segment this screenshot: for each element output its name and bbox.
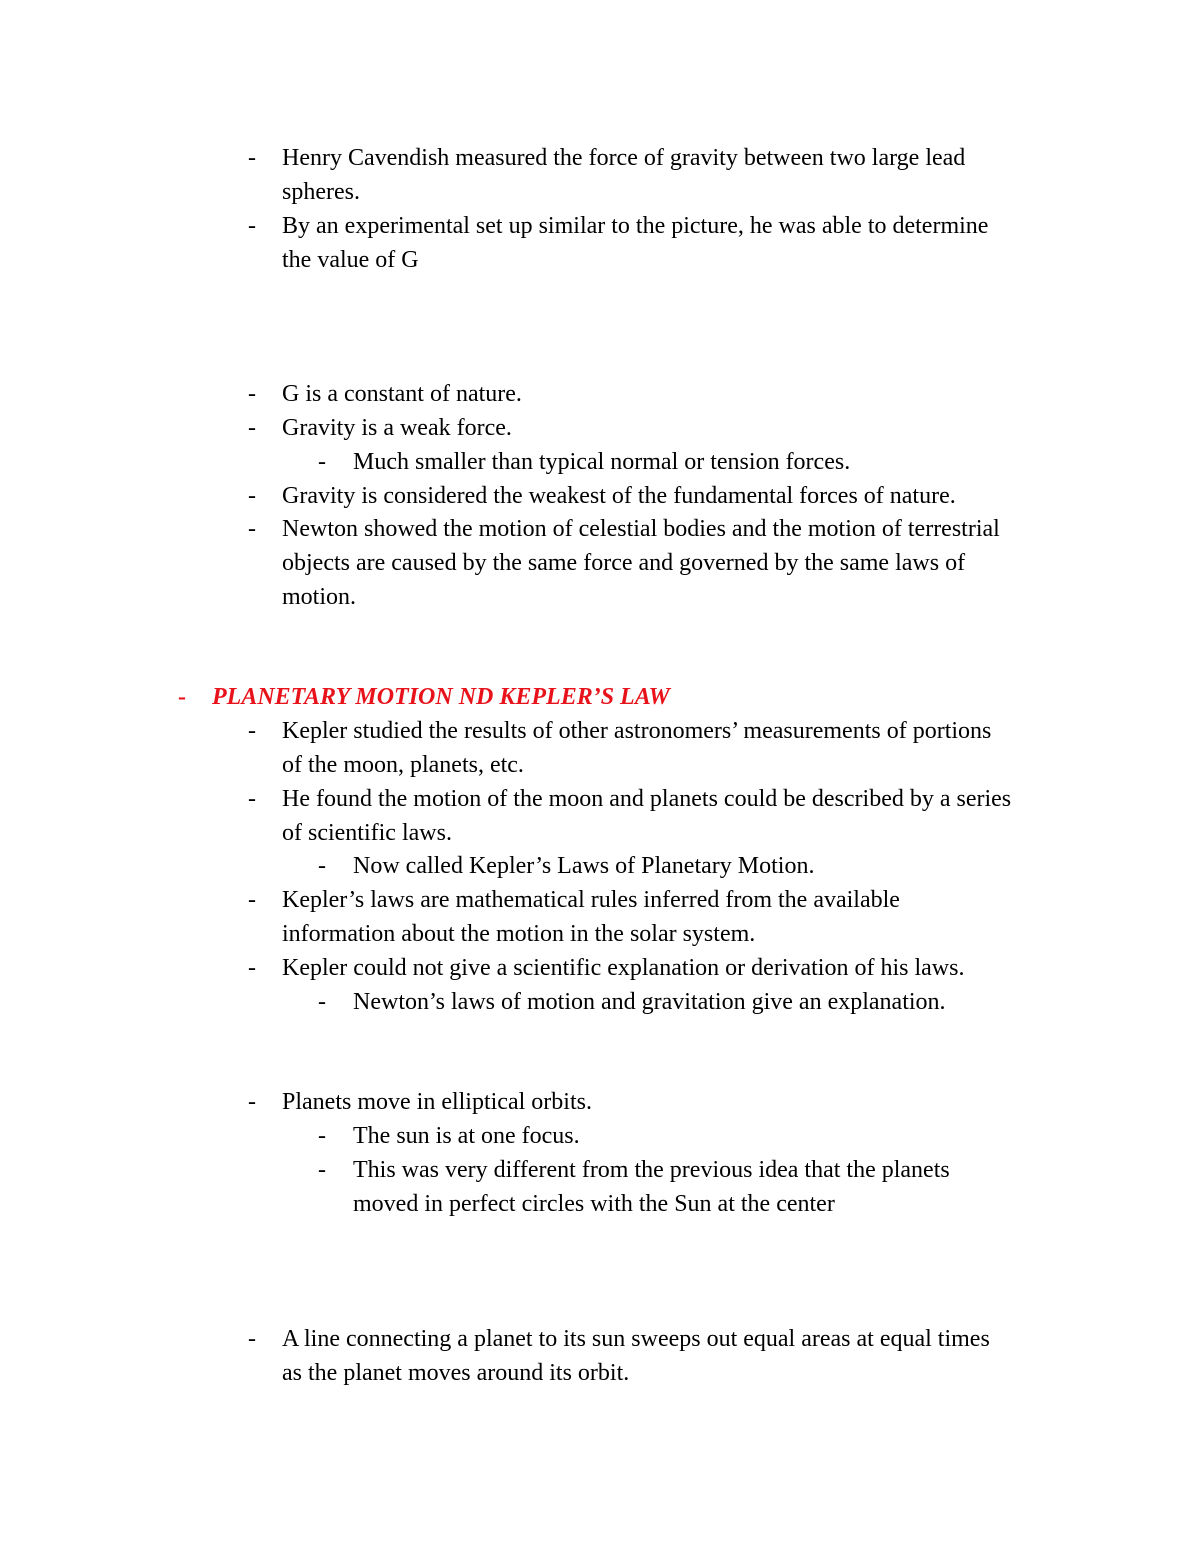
bullet-line: of scientific laws. [282, 820, 452, 846]
bullet-text [353, 985, 946, 1019]
heading-line: PLANETARY MOTION ND KEPLER’S LAW [212, 684, 670, 710]
bullet-line: motion. [282, 584, 357, 610]
bullet-text [353, 1119, 580, 1153]
bullet-dash: - [318, 853, 326, 879]
bullet-dash: - [248, 955, 256, 981]
bullet-line: Newton showed the motion of celestial bodies and the motion of terrestrial [282, 516, 1000, 542]
bullet-line: He found the motion of the moon and planets could be described by a series [282, 786, 1012, 812]
bullet-line: Newton’s laws of motion and gravitation give an explanation. [353, 989, 946, 1015]
bullet-text [353, 1153, 950, 1221]
bullet-dash: - [318, 1157, 326, 1183]
bullet-text [282, 479, 956, 513]
bullet-dash: - [248, 516, 256, 542]
bullet-line: Kepler’s laws are mathematical rules inferred from the available [282, 887, 900, 913]
bullet-line: as the planet moves around its orbit. [282, 1360, 630, 1386]
bullet-text [282, 1322, 990, 1390]
bullet-dash: - [248, 1326, 256, 1352]
bullet-text [282, 411, 512, 445]
bullet-line: Gravity is a weak force. [282, 415, 512, 441]
bullet-dash: - [248, 483, 256, 509]
bullet-line: spheres. [282, 179, 360, 205]
bullet-dash: - [248, 381, 256, 407]
bullet-text [282, 141, 965, 209]
bullet-dash: - [248, 145, 256, 171]
bullet-dash: - [248, 718, 256, 744]
bullet-line: This was very different from the previous idea that the planets [353, 1157, 950, 1183]
heading-dash: - [178, 684, 186, 710]
bullet-text [353, 849, 814, 883]
bullet-dash: - [318, 449, 326, 475]
bullet-text [282, 951, 964, 985]
bullet-line: the value of G [282, 247, 419, 273]
bullet-dash: - [248, 1089, 256, 1115]
bullet-text [282, 209, 988, 277]
bullet-line: By an experimental set up similar to the picture, he was able to determine [282, 213, 989, 239]
bullet-line: objects are caused by the same force and governed by the same laws of [282, 550, 966, 576]
bullet-text [282, 883, 900, 951]
bullet-line: moved in perfect circles with the Sun at the center [353, 1191, 835, 1217]
bullet-dash: - [248, 887, 256, 913]
bullet-dash: - [248, 786, 256, 812]
bullet-line: Kepler could not give a scientific explanation or derivation of his laws. [282, 955, 965, 981]
bullet-line: Kepler studied the results of other astronomers’ measurements of portions [282, 718, 992, 744]
bullet-line: Henry Cavendish measured the force of gravity between two large lead [282, 145, 966, 171]
bullet-text [282, 377, 522, 411]
bullet-line: Much smaller than typical normal or tension forces. [353, 449, 851, 475]
bullet-dash: - [248, 213, 256, 239]
bullet-line: of the moon, planets, etc. [282, 752, 524, 778]
bullet-line: Planets move in elliptical orbits. [282, 1089, 592, 1115]
bullet-text [353, 445, 850, 479]
heading-text [212, 680, 670, 714]
bullet-dash: - [248, 415, 256, 441]
bullet-line: The sun is at one focus. [353, 1123, 580, 1149]
bullet-line: Now called Kepler’s Laws of Planetary Motion. [353, 853, 815, 879]
bullet-line: A line connecting a planet to its sun sweeps out equal areas at equal times [282, 1326, 990, 1352]
bullet-text [282, 512, 1000, 614]
bullet-text [282, 1085, 592, 1119]
bullet-text [282, 782, 1011, 850]
bullet-line: information about the motion in the solar system. [282, 921, 756, 947]
bullet-dash: - [318, 989, 326, 1015]
bullet-text [282, 714, 991, 782]
bullet-dash: - [318, 1123, 326, 1149]
bullet-line: Gravity is considered the weakest of the fundamental forces of nature. [282, 483, 956, 509]
bullet-line: G is a constant of nature. [282, 381, 522, 407]
